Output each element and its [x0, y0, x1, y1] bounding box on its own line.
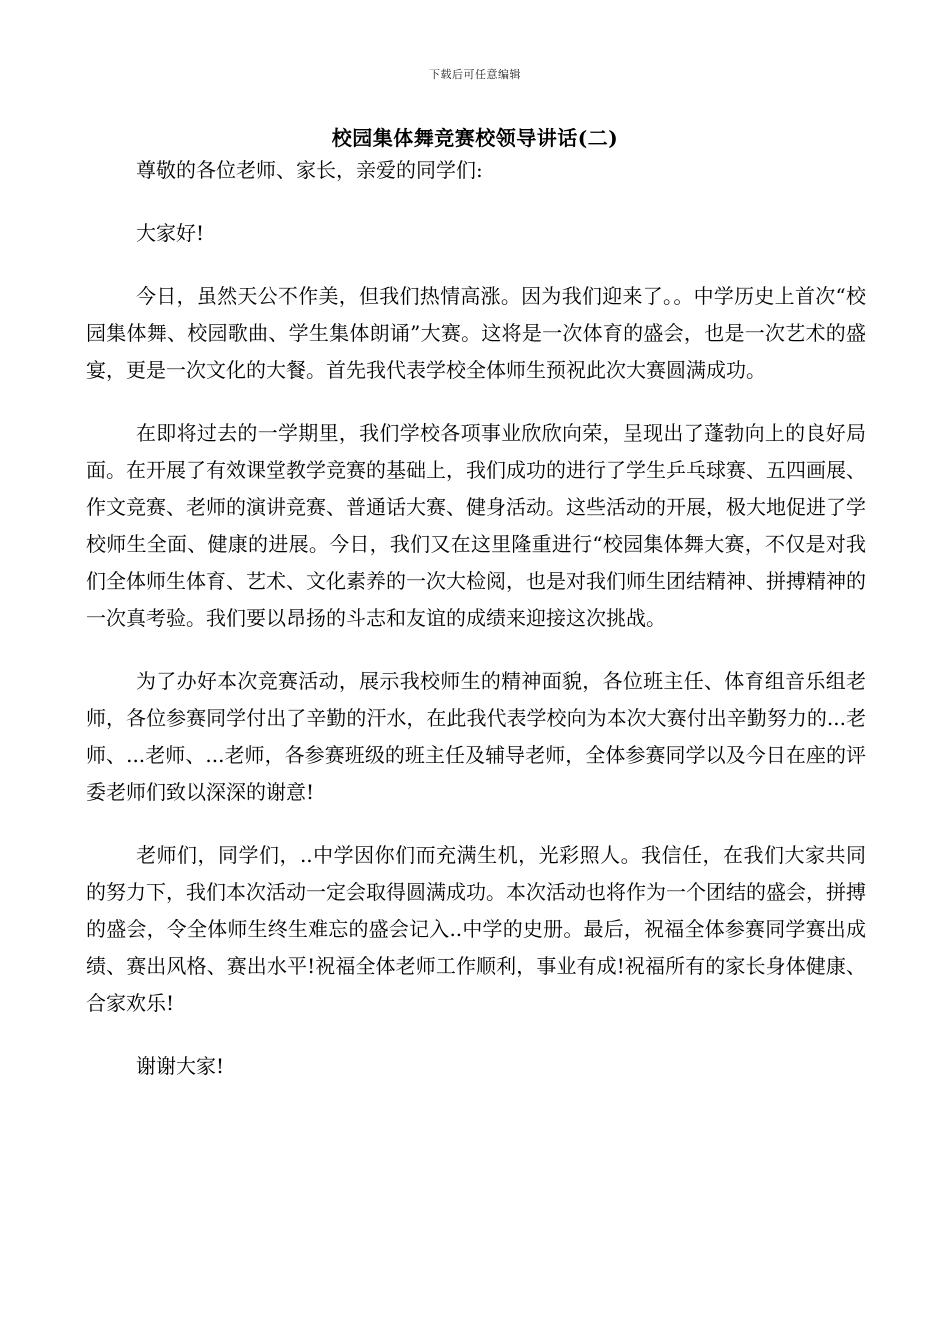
paragraph-salutation: 尊敬的各位老师、家长，亲爱的同学们:: [136, 158, 483, 182]
document-body: [86, 152, 866, 1111]
header-note: 下载后可任意编辑: [429, 68, 521, 81]
paragraph-achievements: 在即将过去的一学期里，我们学校各项事业欣欣向荣，呈现出了蓬勃向上的良好局面。在开展了有效课堂教学竞赛的基础上，我们成功的进行了学生乒乓球赛、五四画展、作文竞赛、老师的演讲竞赛、普通话大赛、健身活动。这些活动的开展，极大地促进了学校师生全面、健康的进展。今日，我们又在这里隆重进行“校园集体舞大赛，不仅是对我们全体师生体育、艺术、文化素养的一次大检阅，也是对我们师生团结精神、拼搏精神的一次真考验。我们要以昂扬的斗志和友谊的成绩来迎接这次挑战。: [86, 421, 866, 630]
paragraph-wishes: 老师们，同学们，..中学因你们而充满生机，光彩照人。我信任，在我们大家共同的努力下，我们本次活动一定会取得圆满成功。本次活动也将作为一个团结的盛会，拼搏的盛会，令全体师生终生难忘的盛会记入..中学的史册。最后，祝福全体参赛同学赛出成绩、赛出风格、赛出水平!祝福全体老师工作顺利，事业有成!祝福所有的家长身体健康、合家欢乐!: [86, 843, 866, 1015]
paragraph-greeting: 大家好!: [136, 221, 205, 245]
paragraph-closing: 谢谢大家!: [136, 1054, 225, 1078]
paragraph-intro: 今日，虽然天公不作美，但我们热情高涨。因为我们迎来了。。中学历史上首次“校园集体舞、校园歌曲、学生集体朗诵”大赛。这将是一次体育的盛会，也是一次艺术的盛宴，更是一次文化的大餐。首先我代表学校全体师生预祝此次大赛圆满成功。: [86, 284, 866, 382]
document-title: 校园集体舞竞赛校领导讲话(二): [331, 126, 619, 150]
paragraph-thanks: 为了办好本次竞赛活动，展示我校师生的精神面貌，各位班主任、体育组音乐组老师，各位参赛同学付出了辛勤的汗水，在此我代表学校向为本次大赛付出辛勤努力的...老师、...老师、...老师，各参赛班级的班主任及辅导老师，全体参赛同学以及今日在座的评委老师们致以深深的谢意!: [86, 669, 866, 804]
